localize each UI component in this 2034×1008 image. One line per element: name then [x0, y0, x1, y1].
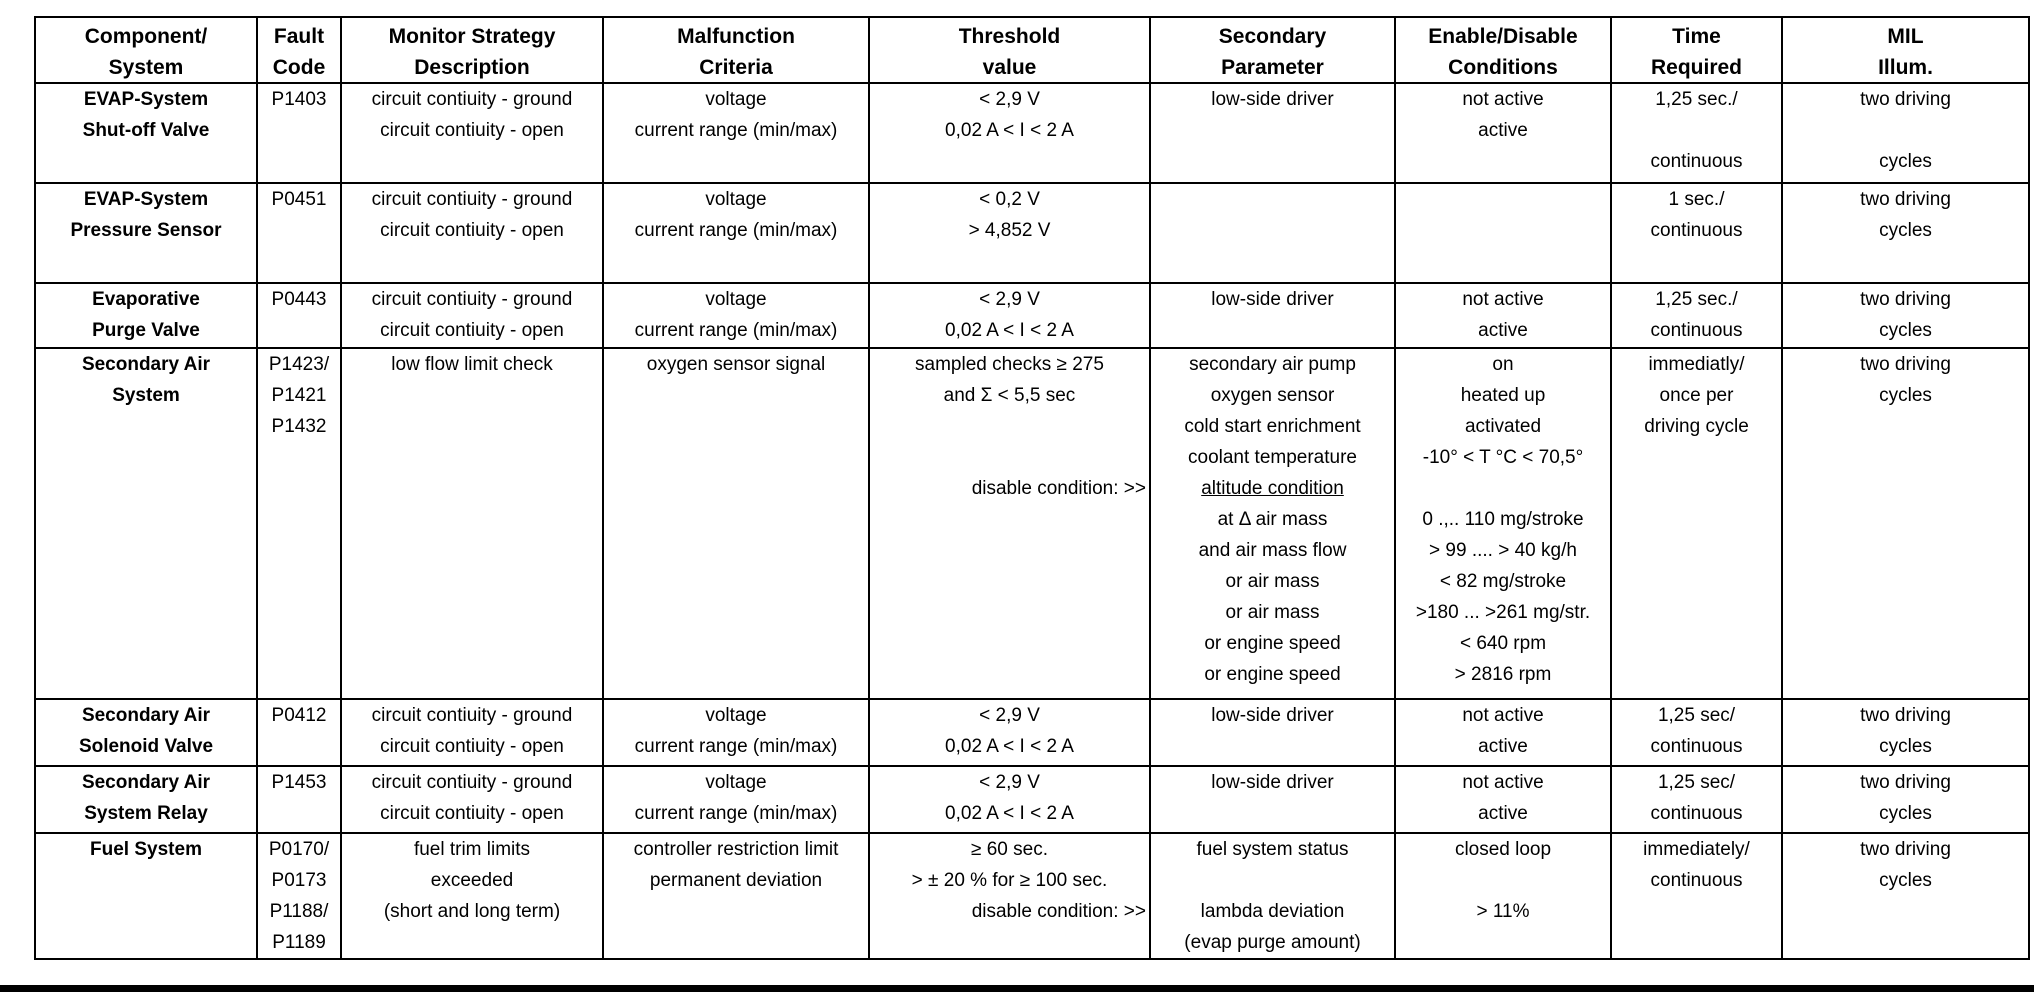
- cell-fault-code: P1453: [257, 766, 341, 833]
- cell-threshold-value: sampled checks ≥ 275 and Σ < 5,5 sec disable condition: >>: [869, 348, 1150, 699]
- cell-component: Secondary Air System: [35, 348, 257, 699]
- header-fault-code: Fault Code: [257, 17, 341, 83]
- table-row: [35, 699, 2029, 766]
- cell-enable-disable-conditions: not active active: [1395, 283, 1611, 348]
- cell-time-required: 1,25 sec./ continuous: [1611, 83, 1782, 183]
- table-row: [35, 348, 2029, 699]
- cell-monitor-strategy: circuit contiuity - ground circuit contiuity - open: [341, 83, 603, 183]
- cell-malfunction-criteria: voltage current range (min/max): [603, 699, 869, 766]
- cell-threshold-value: < 2,9 V 0,02 A < I < 2 A: [869, 766, 1150, 833]
- table-row: [35, 833, 2029, 959]
- cell-monitor-strategy: low flow limit check: [341, 348, 603, 699]
- table-row: [35, 283, 2029, 348]
- cell-fault-code: P0443: [257, 283, 341, 348]
- cell-mil-illum: two driving cycles: [1782, 766, 2029, 833]
- cell-fault-code: P1423/ P1421 P1432: [257, 348, 341, 699]
- table-body: [35, 83, 2029, 959]
- cell-component: Fuel System: [35, 833, 257, 959]
- header-mil-illum: MIL Illum.: [1782, 17, 2029, 83]
- cell-time-required: 1,25 sec/ continuous: [1611, 699, 1782, 766]
- cell-component: Secondary Air Solenoid Valve: [35, 699, 257, 766]
- cell-secondary-parameter: secondary air pump oxygen sensor cold start enrichment coolant temperature altitude condition at Δ air mass and air mass flow or air mass or air mass or engine speed or engine speed: [1150, 348, 1395, 699]
- cell-time-required: immediately/ continuous: [1611, 833, 1782, 959]
- cell-secondary-parameter: low-side driver: [1150, 766, 1395, 833]
- header-component: Component/ System: [35, 17, 257, 83]
- cell-mil-illum: two driving cycles: [1782, 833, 2029, 959]
- header-secondary-parameter: Secondary Parameter: [1150, 17, 1395, 83]
- cell-time-required: 1,25 sec./ continuous: [1611, 283, 1782, 348]
- cell-enable-disable-conditions: not active active: [1395, 766, 1611, 833]
- cell-fault-code: P1403: [257, 83, 341, 183]
- cell-monitor-strategy: circuit contiuity - ground circuit contiuity - open: [341, 183, 603, 283]
- cell-component: EVAP-System Shut-off Valve: [35, 83, 257, 183]
- cell-time-required: 1,25 sec/ continuous: [1611, 766, 1782, 833]
- cell-enable-disable-conditions: on heated up activated -10° < T °C < 70,5° 0 .,.. 110 mg/stroke > 99 .... > 40 kg/h < 82 mg/stroke >180 ... >261 mg/str. < 640 rpm > 2816 rpm: [1395, 348, 1611, 699]
- cell-time-required: immediatly/ once per driving cycle: [1611, 348, 1782, 699]
- cell-secondary-parameter: [1150, 183, 1395, 283]
- cell-monitor-strategy: circuit contiuity - ground circuit contiuity - open: [341, 283, 603, 348]
- cell-threshold-value: < 2,9 V 0,02 A < I < 2 A: [869, 699, 1150, 766]
- cell-monitor-strategy: circuit contiuity - ground circuit contiuity - open: [341, 699, 603, 766]
- cell-monitor-strategy: fuel trim limits exceeded (short and long term): [341, 833, 603, 959]
- cell-secondary-parameter: low-side driver: [1150, 699, 1395, 766]
- header-monitor-strategy: Monitor Strategy Description: [341, 17, 603, 83]
- cell-malfunction-criteria: controller restriction limit permanent deviation: [603, 833, 869, 959]
- cell-threshold-value: < 0,2 V > 4,852 V: [869, 183, 1150, 283]
- cell-mil-illum: two driving cycles: [1782, 283, 2029, 348]
- cell-fault-code: P0451: [257, 183, 341, 283]
- cell-mil-illum: two driving cycles: [1782, 183, 2029, 283]
- cell-secondary-parameter: low-side driver: [1150, 83, 1395, 183]
- cell-mil-illum: two driving cycles: [1782, 699, 2029, 766]
- cell-mil-illum: two driving cycles: [1782, 348, 2029, 699]
- header-malfunction-criteria: Malfunction Criteria: [603, 17, 869, 83]
- cell-threshold-value: ≥ 60 sec. > ± 20 % for ≥ 100 sec. disable condition: >>: [869, 833, 1150, 959]
- cell-malfunction-criteria: voltage current range (min/max): [603, 183, 869, 283]
- cell-secondary-parameter: low-side driver: [1150, 283, 1395, 348]
- cell-time-required: 1 sec./ continuous: [1611, 183, 1782, 283]
- cell-component: Evaporative Purge Valve: [35, 283, 257, 348]
- cell-component: EVAP-System Pressure Sensor: [35, 183, 257, 283]
- cell-enable-disable-conditions: [1395, 183, 1611, 283]
- bottom-rule: [0, 985, 2034, 992]
- cell-fault-code: P0412: [257, 699, 341, 766]
- cell-enable-disable-conditions: not active active: [1395, 83, 1611, 183]
- table-row: [35, 766, 2029, 833]
- cell-mil-illum: two driving cycles: [1782, 83, 2029, 183]
- obd-monitor-table-sheet: [34, 16, 2028, 960]
- header-threshold-value: Threshold value: [869, 17, 1150, 83]
- header-time-required: Time Required: [1611, 17, 1782, 83]
- cell-malfunction-criteria: voltage current range (min/max): [603, 83, 869, 183]
- header-enable-disable-conditions: Enable/Disable Conditions: [1395, 17, 1611, 83]
- cell-malfunction-criteria: voltage current range (min/max): [603, 283, 869, 348]
- cell-monitor-strategy: circuit contiuity - ground circuit contiuity - open: [341, 766, 603, 833]
- header-row: [35, 17, 2029, 83]
- cell-enable-disable-conditions: not active active: [1395, 699, 1611, 766]
- table-row: [35, 83, 2029, 183]
- cell-malfunction-criteria: voltage current range (min/max): [603, 766, 869, 833]
- cell-threshold-value: < 2,9 V 0,02 A < I < 2 A: [869, 283, 1150, 348]
- cell-enable-disable-conditions: closed loop > 11%: [1395, 833, 1611, 959]
- obd-monitor-table: [34, 16, 2030, 960]
- cell-threshold-value: < 2,9 V 0,02 A < I < 2 A: [869, 83, 1150, 183]
- cell-fault-code: P0170/ P0173 P1188/ P1189: [257, 833, 341, 959]
- cell-component: Secondary Air System Relay: [35, 766, 257, 833]
- table-row: [35, 183, 2029, 283]
- cell-malfunction-criteria: oxygen sensor signal: [603, 348, 869, 699]
- cell-secondary-parameter: fuel system status lambda deviation (evap purge amount): [1150, 833, 1395, 959]
